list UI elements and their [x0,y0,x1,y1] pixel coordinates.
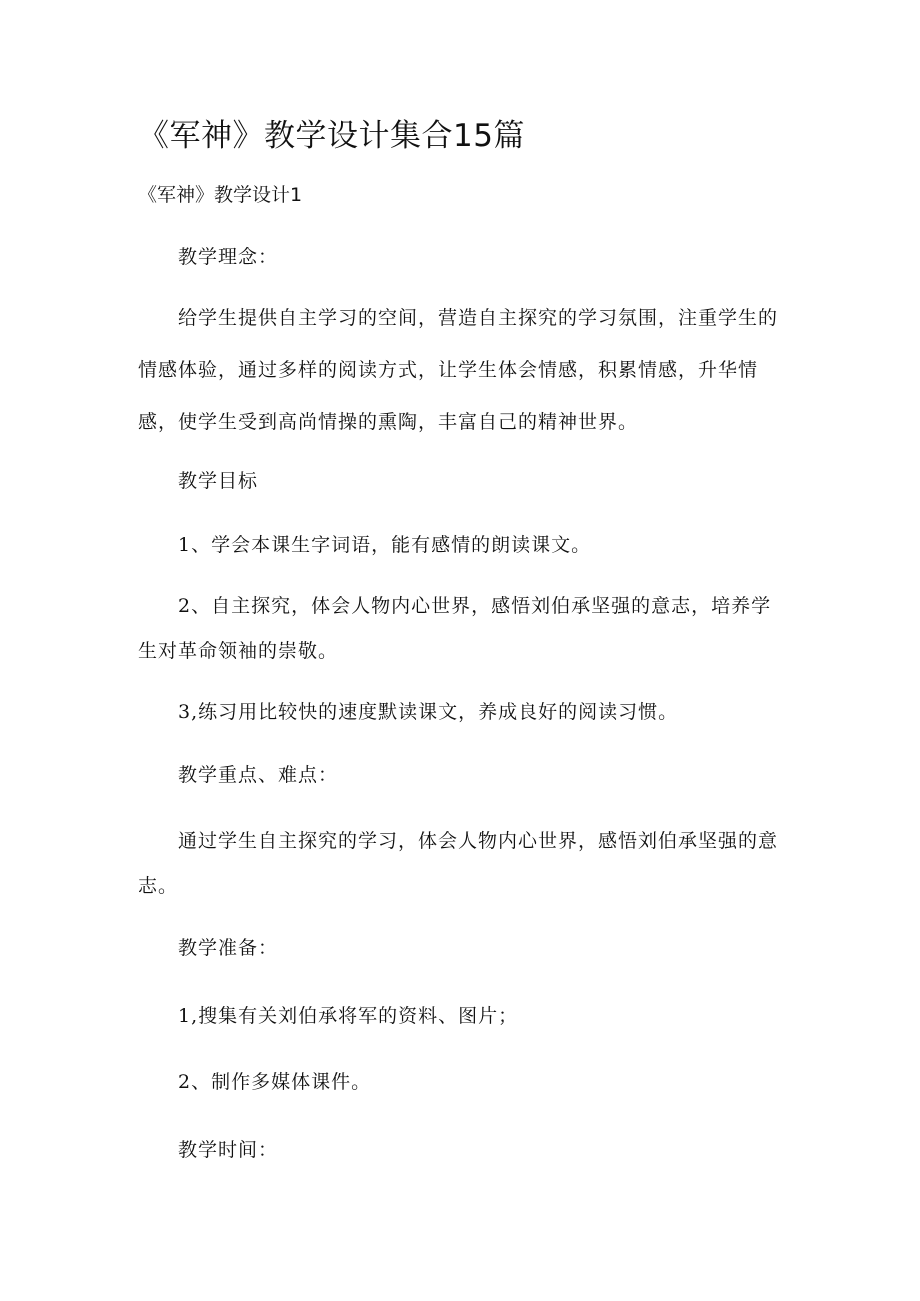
concept-paragraph-line-3: 感，使学生受到高尚情操的熏陶，丰富自己的精神世界。 [138,411,639,433]
goal-item-2-line-2: 生对革命领袖的崇敬。 [138,640,339,662]
key-points-heading: 教学重点、难点： [178,764,339,786]
preparation-item-1: 1,搜集有关刘伯承将军的资料、图片； [178,1005,519,1027]
concept-paragraph-line-2: 情感体验，通过多样的阅读方式，让学生体会情感，积累情感，升华情 [138,359,759,381]
goal-item-1: 1、学会本课生字词语，能有感情的朗读课文。 [178,534,592,556]
preparation-heading: 教学准备： [178,937,279,959]
goals-heading: 教学目标 [178,470,259,492]
teaching-time-heading: 教学时间： [178,1139,279,1161]
concept-paragraph-line-1: 给学生提供自主学习的空间，营造自主探究的学习氛围，注重学生的 [178,307,779,329]
key-points-line-2: 志。 [138,875,179,897]
document-title: 《军神》教学设计集合15篇 [138,118,525,154]
goal-item-3: 3,练习用比较快的速度默读课文，养成良好的阅读习惯。 [178,701,679,723]
document-subtitle: 《军神》教学设计1 [138,184,303,206]
key-points-line-1: 通过学生自主探究的学习，体会人物内心世界，感悟刘伯承坚强的意 [178,830,779,852]
preparation-item-2: 2、制作多媒体课件。 [178,1071,372,1093]
concept-heading: 教学理念： [178,246,279,268]
goal-item-2-line-1: 2、自主探究，体会人物内心世界，感悟刘伯承坚强的意志，培养学 [178,595,772,617]
